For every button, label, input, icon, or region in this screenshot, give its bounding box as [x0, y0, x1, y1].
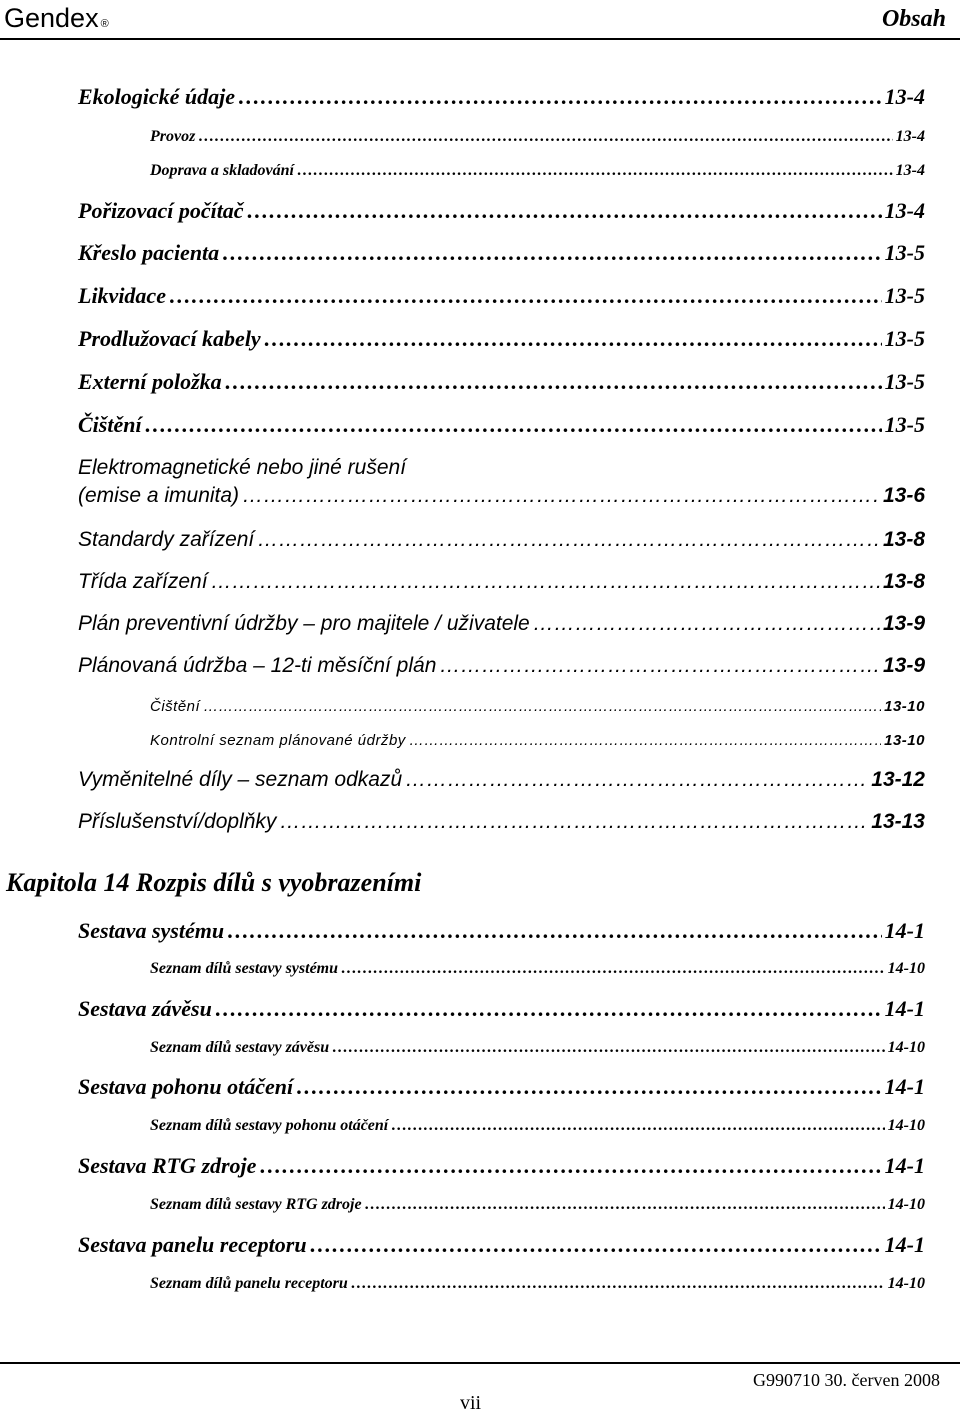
toc-entry[interactable] [78, 1074, 925, 1100]
toc-entry-title: Vyměnitelné díly – seznam odkazů [78, 768, 403, 791]
leader-dots [351, 1275, 885, 1293]
toc-entry-page: 14-10 [887, 960, 925, 977]
chapter-heading: Kapitola 14 Rozpis dílů s vyobrazeními [6, 868, 422, 897]
toc-entry[interactable] [78, 570, 925, 594]
leader-dots [533, 612, 880, 636]
toc-entry-title: Čištění [78, 412, 142, 437]
toc-entry-title: Sestava panelu receptoru [78, 1232, 307, 1257]
toc-entry-title: Kontrolní seznam plánované údržby [150, 732, 406, 749]
toc-entry-page: 13-12 [871, 768, 925, 791]
toc-entry[interactable] [150, 1117, 925, 1135]
toc-entry[interactable] [78, 528, 925, 552]
toc-entry[interactable] [78, 612, 925, 636]
toc-entry[interactable] [78, 326, 925, 352]
leader-dots [405, 768, 868, 792]
toc-entry-page: 14-1 [884, 918, 925, 943]
toc-entry-page: 13-9 [882, 654, 925, 677]
leader-dots [341, 960, 885, 978]
toc-entry-title: Čištění [150, 698, 201, 715]
brand-name: Gendex ® [4, 3, 109, 33]
toc-entry-title: Seznam dílů sestavy pohonu otáčení [150, 1117, 389, 1134]
leader-dots [259, 1153, 881, 1179]
leader-dots [279, 810, 868, 834]
toc-entry[interactable] [78, 412, 925, 438]
toc-entry[interactable] [78, 198, 925, 224]
toc-entry-page: 13-4 [895, 162, 925, 179]
toc-entry-page: 13-10 [884, 732, 925, 749]
toc-entry[interactable] [78, 768, 925, 792]
toc-entry[interactable] [150, 128, 925, 146]
toc-entry-title: Křeslo pacienta [78, 240, 220, 265]
leader-dots [227, 918, 882, 944]
toc-entry-page: 13-5 [884, 326, 925, 351]
toc-entry-title: Příslušenství/doplňky [78, 810, 277, 833]
toc-entry[interactable] [78, 1232, 925, 1258]
toc-entry-page: 14-1 [884, 1232, 925, 1257]
toc-entry[interactable] [150, 1275, 925, 1293]
toc-entry-title: Provoz [150, 128, 196, 145]
leader-dots [225, 369, 882, 395]
toc-entry-page: 13-8 [882, 570, 925, 593]
toc-entry[interactable] [78, 810, 925, 834]
leader-dots [257, 528, 880, 552]
toc-entry[interactable] [78, 240, 925, 266]
page-number: vii [460, 1392, 482, 1414]
toc-entry-page: 13-5 [884, 240, 925, 265]
section-title: Obsah [881, 6, 946, 32]
registered-mark: ® [100, 18, 109, 30]
toc-entry[interactable] [150, 1196, 925, 1214]
toc-entry-page: 13-9 [882, 612, 925, 635]
toc-entry-page: 13-5 [884, 369, 925, 394]
leader-dots [332, 1039, 885, 1057]
toc-entry-title: Plánovaná údržba – 12-ti měsíční plán [78, 654, 437, 677]
toc-entry-title: Ekologické údaje [78, 84, 236, 109]
toc-entry-title: Prodlužovací kabely [78, 326, 261, 351]
toc-entry[interactable] [78, 369, 925, 395]
leader-dots [242, 484, 880, 508]
leader-dots [247, 198, 882, 224]
toc-entry[interactable] [78, 996, 925, 1022]
toc-entry-page: 14-10 [887, 1039, 925, 1056]
toc-entry[interactable] [78, 484, 925, 508]
page-header [0, 0, 960, 40]
toc-entry-page: 14-1 [884, 1153, 925, 1178]
toc-entry-page: 14-1 [884, 996, 925, 1021]
toc-entry[interactable] [78, 918, 925, 944]
toc-entry[interactable] [150, 960, 925, 978]
toc-entry-page: 14-1 [884, 1074, 925, 1099]
toc-entry-page: 13-4 [884, 84, 925, 109]
leader-dots [145, 412, 882, 438]
toc-entry-page: 13-5 [884, 412, 925, 437]
toc-entry[interactable] [150, 698, 925, 715]
toc-entry-title: Standardy zařízení [78, 528, 255, 551]
leader-dots [310, 1232, 882, 1258]
toc-entry-title: Likvidace [78, 283, 166, 308]
leader-dots [391, 1117, 884, 1135]
header-rule [0, 38, 960, 40]
leader-dots [198, 128, 892, 146]
toc-entry-title: Třída zařízení [78, 570, 208, 593]
toc-entry-page: 13-10 [884, 698, 925, 715]
toc-entry-line1: Elektromagnetické nebo jiné rušení [78, 456, 407, 479]
toc-entry-title: Seznam dílů panelu receptoru [150, 1275, 348, 1292]
toc-entry-page: 14-10 [887, 1196, 925, 1213]
toc-entry-title: Externí položka [78, 369, 222, 394]
toc-entry[interactable] [150, 732, 925, 749]
toc-entry-title: Seznam dílů sestavy systému [150, 960, 339, 977]
toc-entry-title: Seznam dílů sestavy závěsu [150, 1039, 330, 1056]
footer-rule [0, 1362, 960, 1364]
toc-entry-page: 13-6 [882, 484, 925, 507]
toc-entry[interactable] [78, 84, 925, 110]
toc-entry-title: Seznam dílů sestavy RTG zdroje [150, 1196, 362, 1213]
toc-entry-title: Sestava systému [78, 918, 225, 943]
leader-dots [439, 654, 880, 678]
leader-dots [211, 570, 880, 594]
toc-entry-title: (emise a imunita) [78, 484, 240, 507]
leader-dots [222, 240, 882, 266]
toc-entry[interactable] [78, 283, 925, 309]
leader-dots [215, 996, 882, 1022]
toc-entry-page: 13-4 [884, 198, 925, 223]
document-id: G990710 30. červen 2008 [753, 1370, 940, 1390]
leader-dots [264, 326, 882, 352]
toc-entry-title: Sestava pohonu otáčení [78, 1074, 294, 1099]
toc-entry-page: 14-10 [887, 1117, 925, 1134]
toc-entry-title: Sestava RTG zdroje [78, 1153, 257, 1178]
toc-entry-title: Doprava a skladování [150, 162, 294, 179]
toc-entry-title: Plán preventivní údržby – pro majitele / uživatele [78, 612, 530, 635]
toc-entry-page: 14-10 [887, 1275, 925, 1292]
leader-dots [297, 162, 893, 180]
toc-entry[interactable] [78, 654, 925, 678]
toc-entry-page: 13-4 [895, 128, 925, 145]
toc-entry[interactable] [150, 162, 925, 180]
toc-entry[interactable] [150, 1039, 925, 1057]
toc-entry-page: 13-8 [882, 528, 925, 551]
toc-entry[interactable] [78, 1153, 925, 1179]
toc-entry-title: Sestava závěsu [78, 996, 212, 1021]
toc-entry-page: 13-5 [884, 283, 925, 308]
leader-dots [238, 84, 882, 110]
toc-entry-page: 13-13 [871, 810, 925, 833]
leader-dots [169, 283, 882, 309]
leader-dots [296, 1074, 882, 1100]
toc-entry-title: Pořizovací počítač [78, 198, 244, 223]
leader-dots [365, 1196, 885, 1214]
leader-dots [409, 732, 881, 749]
leader-dots [203, 698, 881, 715]
